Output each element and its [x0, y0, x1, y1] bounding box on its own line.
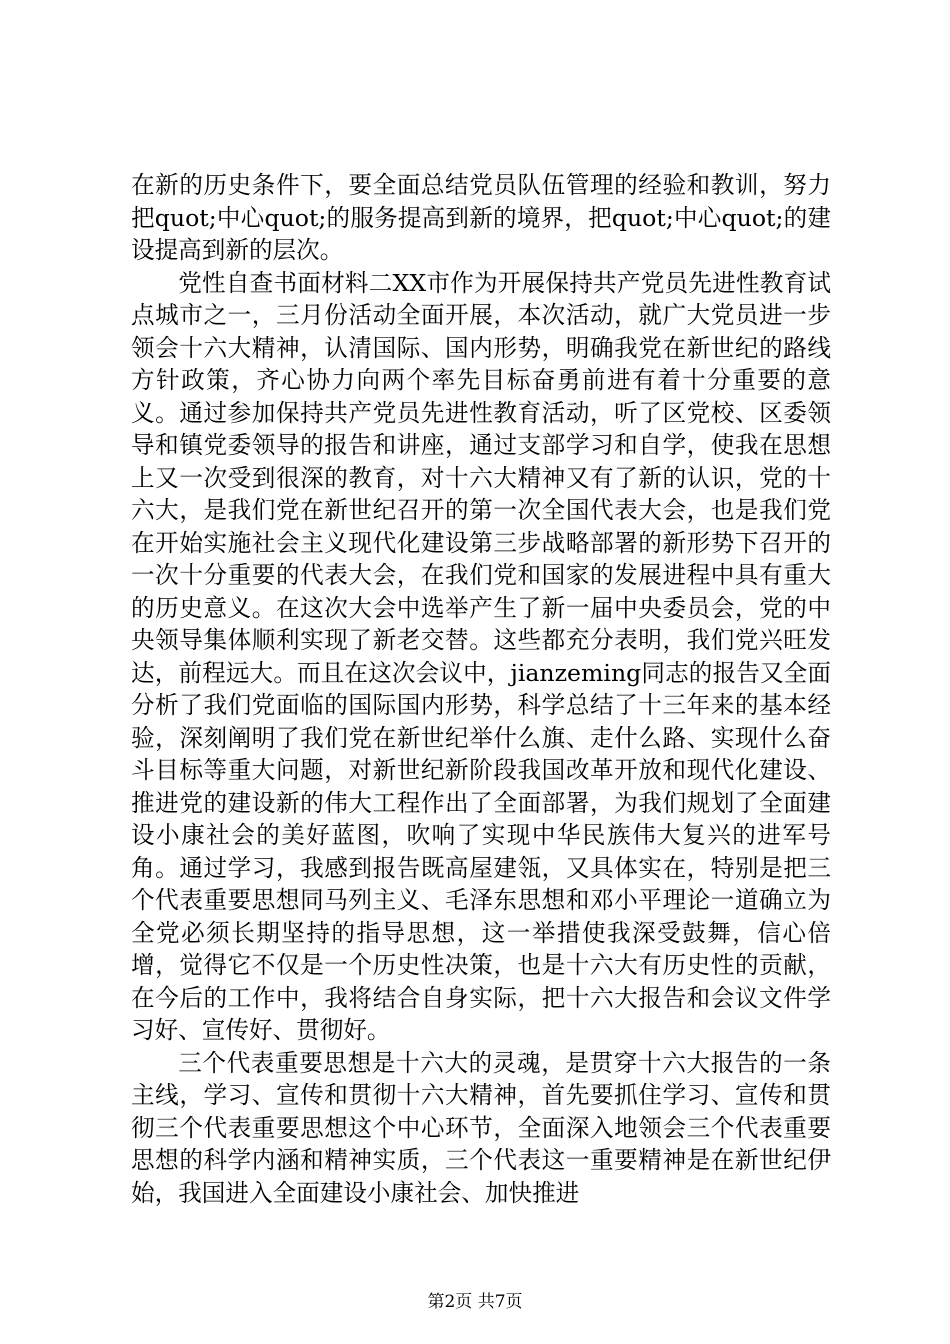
document-body	[131, 169, 831, 1209]
page-footer: 第2页 共7页	[427, 1292, 523, 1312]
paragraph-self-check-material: 党性自查书面材料二XX市作为开展保持共产党员先进性教育试点城市之一，三月份活动全面开展，本次活动，就广大党员进一步领会十六大精神，认清国际、国内形势，明确我党在新世纪的路线方针政策，齐心协力向两个率先目标奋勇前进有着十分重要的意义。通过参加保持共产党员先进性教育活动，听了区党校、区委领导和镇党委领导的报告和讲座，通过支部学习和自学，使我在思想上又一次受到很深的教育，对十六大精神又有了新的认识，党的十六大，是我们党在新世纪召开的第一次全国代表大会，也是我们党在开始实施社会主义现代化建设第三步战略部署的新形势下召开的一次十分重要的代表大会，在我们党和国家的发展进程中具有重大的历史意义。在这次大会中选举产生了新一届中央委员会，党的中央领导集体顺利实现了新老交替。这些都充分表明，我们党兴旺发达，前程远大。而且在这次会议中，jianzeming同志的报告又全面分析了我们党面临的国际国内形势，科学总结了十三年来的基本经验，深刻阐明了我们党在新世纪举什么旗、走什么路、实现什么奋斗目标等重大问题，对新世纪新阶段我国改革开放和现代化建设、推进党的建设新的伟大工程作出了全面部署，为我们规划了全面建设小康社会的美好蓝图，吹响了实现中华民族伟大复兴的进军号角。通过学习，我感到报告既高屋建瓴，又具体实在，特别是把三个代表重要思想同马列主义、毛泽东思想和邓小平理论一道确立为全党必须长期坚持的指导思想，这一举措使我深受鼓舞，信心倍增，觉得它不仅是一个历史性决策，也是十六大有历史性的贡献，在今后的工作中，我将结合自身实际，把十六大报告和会议文件学习好、宣传好、贯彻好。	[131, 268, 831, 1044]
paragraph-continuation: 在新的历史条件下，要全面总结党员队伍管理的经验和教训，努力把quot;中心quot;的服务提高到新的境界，把quot;中心quot;的建设提高到新的层次。	[131, 171, 831, 264]
paragraph-three-represents: 三个代表重要思想是十六大的灵魂，是贯穿十六大报告的一条主线，学习、宣传和贯彻十六大精神，首先要抓住学习、宣传和贯彻三个代表重要思想这个中心环节，全面深入地领会三个代表重要思想的科学内涵和精神实质，三个代表这一重要精神是在新世纪伊始，我国进入全面建设小康社会、加快推进	[131, 1048, 831, 1207]
